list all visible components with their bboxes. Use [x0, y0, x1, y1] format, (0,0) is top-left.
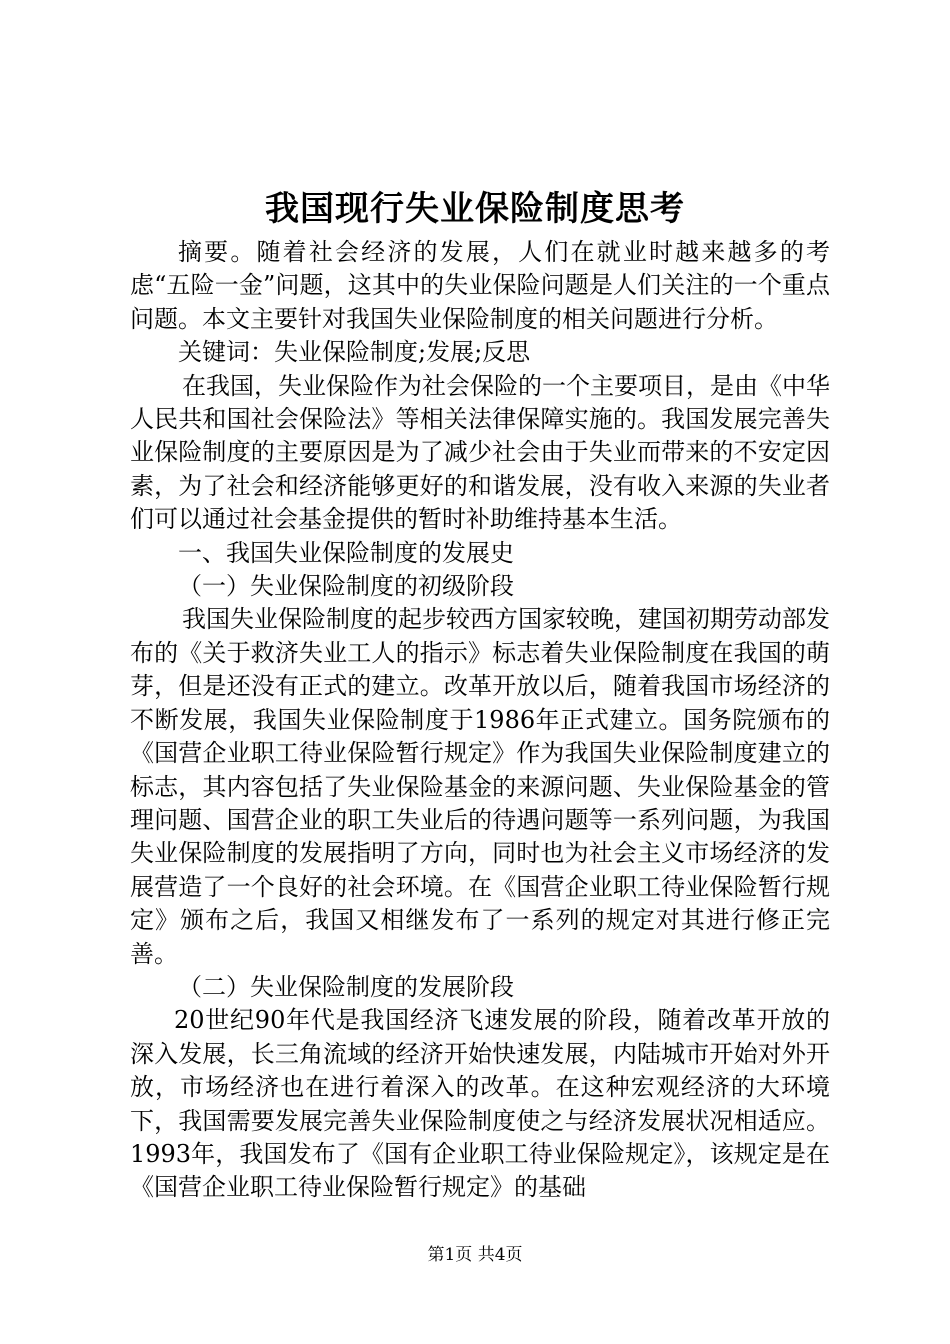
keywords-line: 关键词：失业保险制度;发展;反思	[178, 338, 531, 367]
abstract-paragraph: 摘要。随着社会经济的发展，人们在就业时越来越多的考虑“五险一金”问题，这其中的失业保险问题是人们关注的一个重点问题。本文主要针对我国失业保险制度的相关问题进行分析。	[130, 238, 830, 333]
page-number-footer: 第1页 共4页	[427, 1245, 523, 1265]
intro-paragraph: 在我国，失业保险作为社会保险的一个主要项目，是由《中华人民共和国社会保险法》等相关法律保障实施的。我国发展完善失业保险制度的主要原因是为了减少社会由于失业而带来的不安定因素，为了社会和经济能够更好的和谐发展，没有收入来源的失业者们可以通过社会基金提供的暂时补助维持基本生活。	[130, 371, 830, 534]
subsection-heading: （一）失业保险制度的初级阶段	[178, 572, 514, 601]
subsection-heading: （二）失业保险制度的发展阶段	[178, 972, 514, 1001]
document-title: 我国现行失业保险制度思考	[265, 189, 685, 229]
document-body	[130, 236, 830, 1205]
body-paragraph: 我国失业保险制度的起步较西方国家较晚，建国初期劳动部发布的《关于救济失业工人的指示》标志着失业保险制度在我国的萌芽，但是还没有正式的建立。改革开放以后，随着我国市场经济的不断发展，我国失业保险制度于1986年正式建立。国务院颁布的《国营企业职工待业保险暂行规定》作为我国失业保险制度建立的标志，其内容包括了失业保险基金的来源问题、失业保险基金的管理问题、国营企业的职工失业后的待遇问题等一系列问题，为我国失业保险制度的发展指明了方向，同时也为社会主义市场经济的发展营造了一个良好的社会环境。在《国营企业职工待业保险暂行规定》颁布之后，我国又相继发布了一系列的规定对其进行修正完善。	[130, 605, 830, 968]
section-heading: 一、我国失业保险制度的发展史	[178, 538, 514, 567]
body-paragraph: 20世纪90年代是我国经济飞速发展的阶段，随着改革开放的深入发展，长三角流域的经济开始快速发展，内陆城市开始对外开放，市场经济也在进行着深入的改革。在这种宏观经济的大环境下，我国需要发展完善失业保险制度使之与经济发展状况相适应。1993年，我国发布了《国有企业职工待业保险规定》，该规定是在《国营企业职工待业保险暂行规定》的基础	[130, 1006, 830, 1202]
